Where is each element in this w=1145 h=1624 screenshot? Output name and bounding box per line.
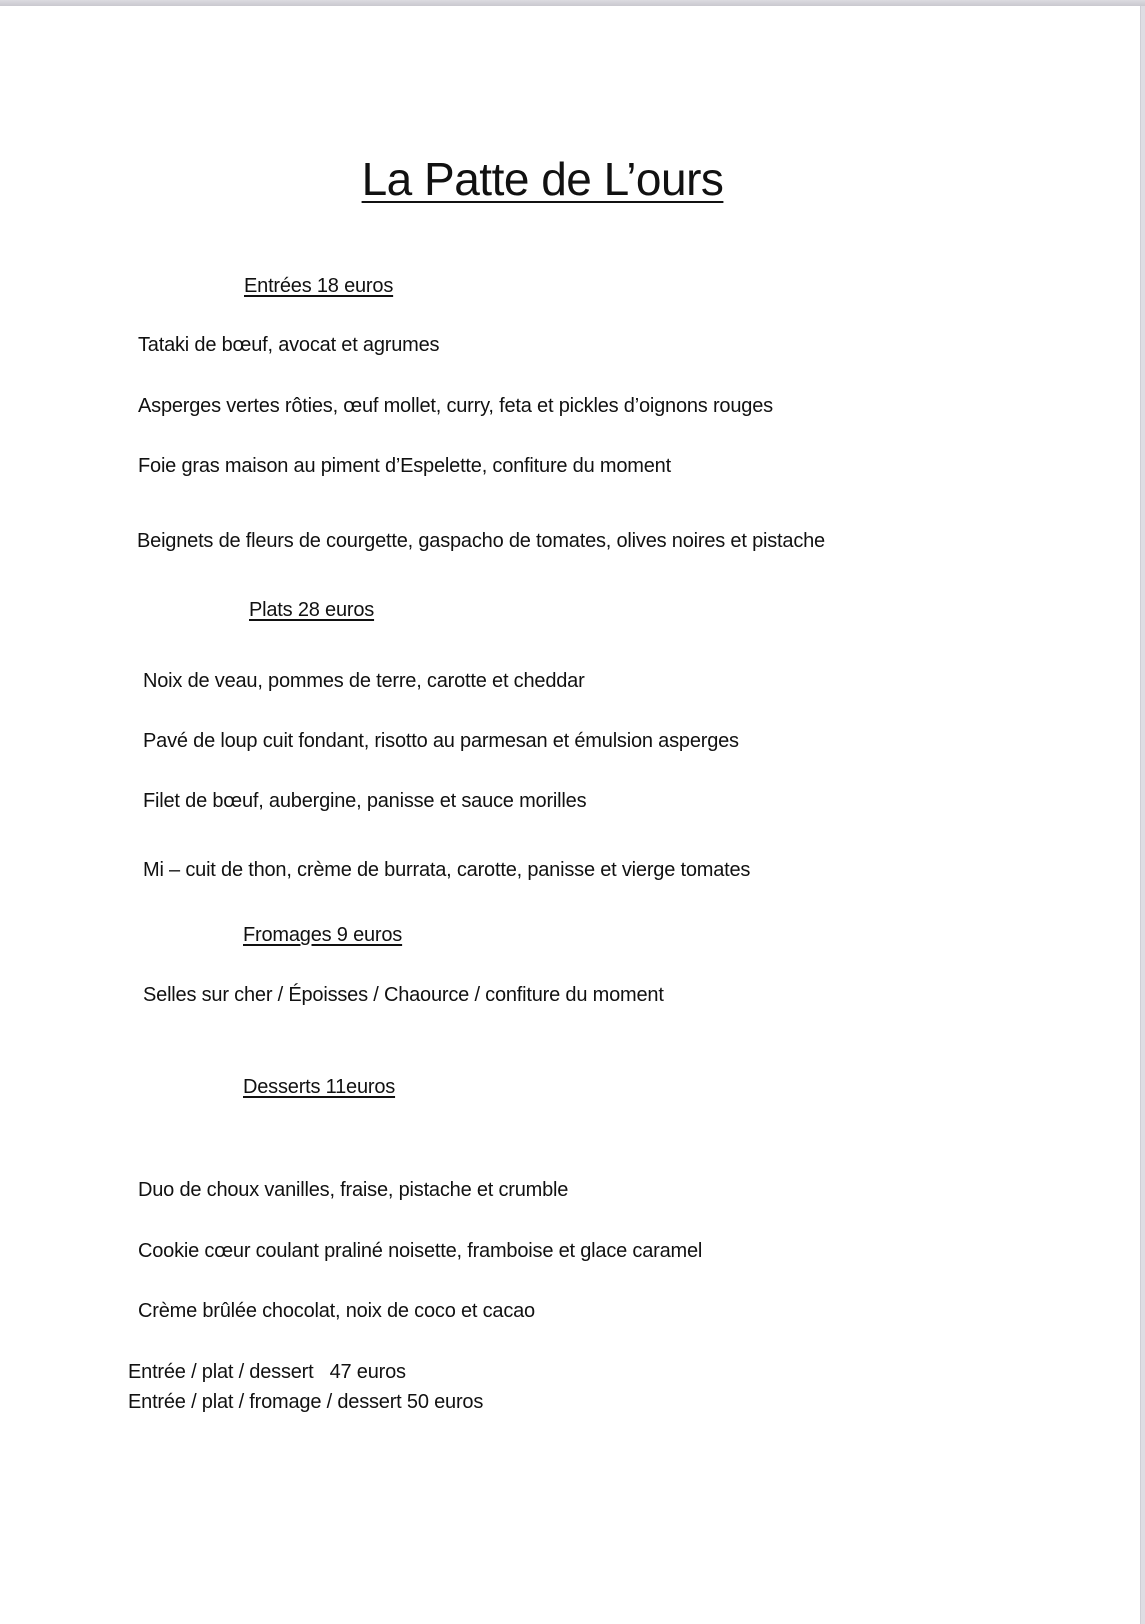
menu-item: Pavé de loup cuit fondant, risotto au parmesan et émulsion asperges	[143, 730, 739, 752]
menu-item: Selles sur cher / Époisses / Chaource / confiture du moment	[143, 984, 664, 1006]
menu-item: Mi – cuit de thon, crème de burrata, carotte, panisse et vierge tomates	[143, 859, 751, 881]
menu-item: Asperges vertes rôties, œuf mollet, curry, feta et pickles d’oignons rouges	[138, 395, 773, 417]
formula-price: Entrée / plat / fromage / dessert 50 euros	[128, 1391, 484, 1413]
section-heading-fromages: Fromages 9 euros	[243, 924, 403, 946]
menu-item: Foie gras maison au piment d’Espelette, confiture du moment	[138, 455, 671, 477]
formula-price: Entrée / plat / dessert 47 euros	[128, 1361, 406, 1383]
restaurant-title: La Patte de L’ours	[361, 153, 724, 205]
viewer-right-edge	[1140, 6, 1145, 1624]
section-heading-desserts: Desserts 11euros	[243, 1076, 396, 1098]
menu-item: Noix de veau, pommes de terre, carotte et cheddar	[143, 670, 585, 692]
menu-item: Tataki de bœuf, avocat et agrumes	[138, 334, 440, 356]
section-heading-plats: Plats 28 euros	[249, 599, 375, 621]
menu-item: Beignets de fleurs de courgette, gaspacho de tomates, olives noires et pistache	[137, 530, 825, 552]
section-heading-entrees: Entrées 18 euros	[244, 275, 394, 297]
menu-item: Cookie cœur coulant praliné noisette, framboise et glace caramel	[138, 1240, 703, 1262]
menu-item: Crème brûlée chocolat, noix de coco et cacao	[138, 1300, 535, 1322]
menu-item: Duo de choux vanilles, fraise, pistache et crumble	[138, 1179, 569, 1201]
menu-page	[0, 6, 1140, 1624]
menu-item: Filet de bœuf, aubergine, panisse et sauce morilles	[143, 790, 587, 812]
